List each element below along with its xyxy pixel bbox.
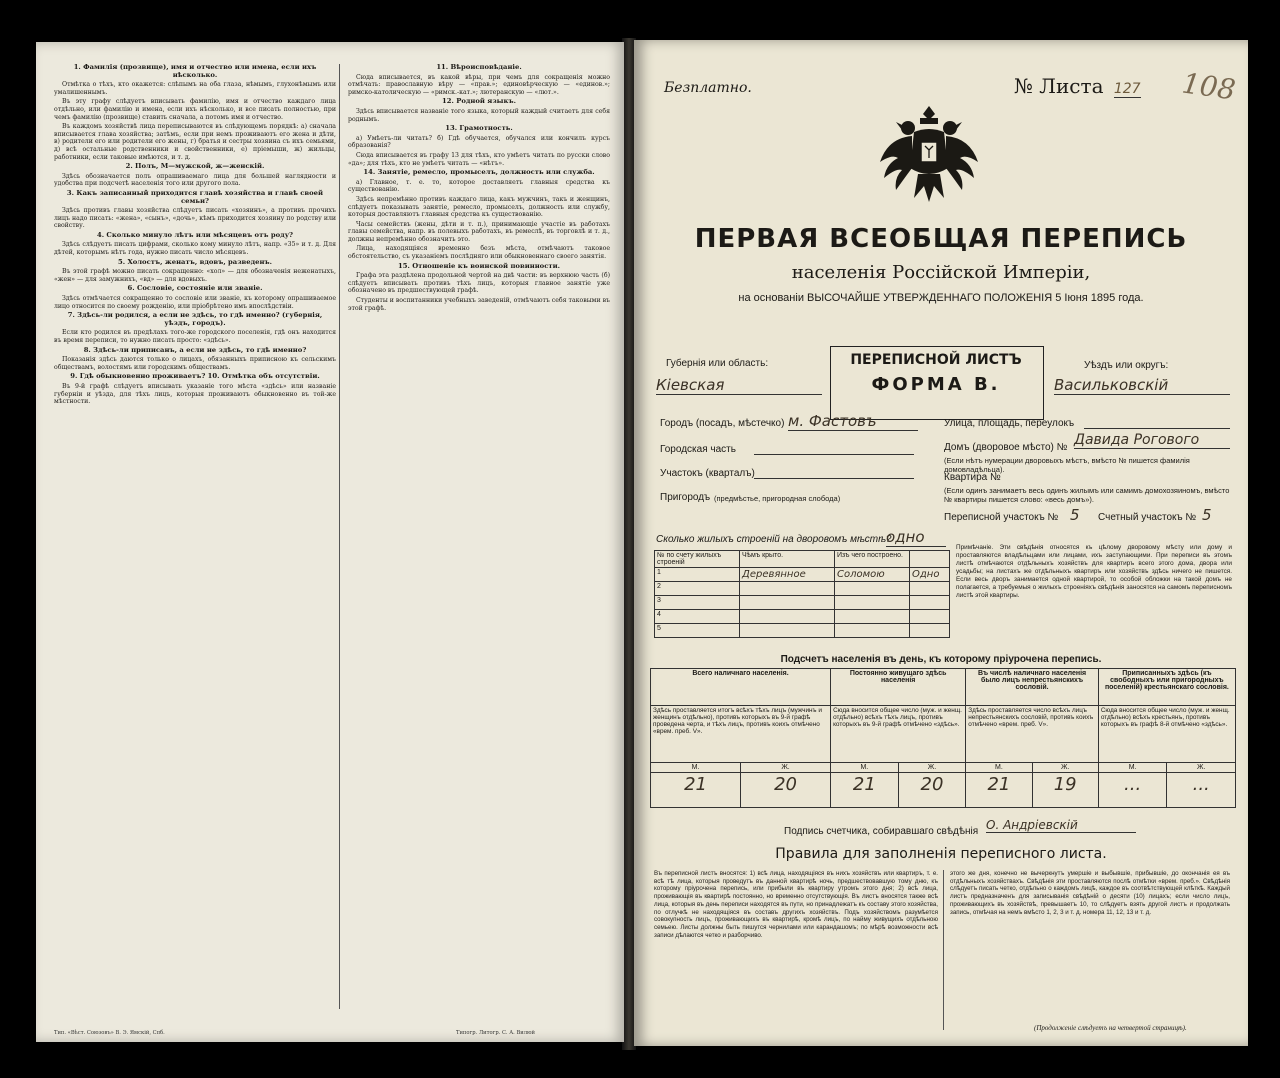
instruction-heading: 9. Гдѣ обыкновенно проживаетъ? 10. Отмѣтка объ отсутствіи.	[70, 372, 320, 381]
counting-district-value: 5	[1202, 506, 1212, 524]
population-count-sex-row	[651, 763, 1236, 773]
buildings-cell	[740, 610, 835, 624]
instruction-paragraph: Здѣсь обозначается полъ опрашиваемаго лица для большей наглядности и удобства при подсчетѣ населенія того или другого пола.	[54, 172, 336, 188]
count-desc-nonpeasant: Здѣсь проставляется число всѣхъ лицъ непрестьянскихъ сословій, противъ коихъ отмѣчено «врем. преб. V».	[966, 706, 1099, 763]
suburb-label: Пригородъ	[660, 492, 711, 503]
rules-title: Правила для заполненія переписного листа.	[775, 846, 1107, 862]
population-count-values-row	[651, 773, 1236, 808]
instruction-paragraph: Здѣсь слѣдуетъ писать цифрами, сколько кому минуло лѣтъ, напр. «35» и т. д. Для дѣтей, которымъ нѣтъ года, нужно писать число мѣсяцевъ.	[54, 241, 336, 257]
sex-cell: Ж.	[898, 763, 966, 773]
instruction-paragraph: Въ этой графѣ можно писать сокращенно: «хол» — для обозначенія неженатыхъ, «жен» — для замужнихъ, «вд» — для вдовыхъ.	[54, 268, 336, 283]
instruction-paragraph: Здѣсь противъ главы хозяйства слѣдуетъ писать «хозяинъ», а противъ прочихъ лицъ надо писать: «жена», «сынъ», «дочь», кѣмъ приходится хозяину по родству или свойству.	[54, 207, 336, 230]
instruction-paragraph: Отмѣтка о тѣхъ, кто окажется: слѣпымъ на оба глаза, нѣмымъ, глухонѣмымъ или умалишеннымъ.	[54, 81, 336, 96]
counting-district-label: Счетный участокъ №	[1098, 512, 1197, 523]
sex-cell: М.	[831, 763, 899, 773]
buildings-cell	[910, 596, 950, 610]
rules-column-1: Въ переписной листъ вносятся: 1) всѣ лица, находящіяся въ нихъ хозяйствъ или квартиръ, т. е. всѣ тѣ лица, которыя проведутъ въ данной квартирѣ ночь, предшествовавшую тому дню, къ которому пріурочена перепись, или прибыли въ квартиру утромъ этого дня; 2) всѣ лица, проживающія въ квартирѣ постоянно, но временно отсутствующія. Въ листъ вносятся также всѣ лица, которыя въ день переписи находятся въ пути, но принадлежатъ къ составу этого хозяйства, по отлучкѣ не находящіяся въ составъ другихъ хозяйствъ. Подъ хозяйствомъ разумѣется совокупность лицъ, проживающихъ въ квартирѣ, кромѣ лицъ, по найму живущихъ отдѣльною семьею. Листы должны быть пишутся чернилами или карандашомъ; по мѣрѣ возможности всѣ записи дѣлаются четко и разборчиво.	[654, 870, 938, 939]
suburb-note: (предмѣстье, пригородная слобода)	[714, 494, 841, 503]
instruction-paragraph: а) Умѣетъ-ли читать? б) Гдѣ обучается, обучался или кончилъ курсъ образованія?	[348, 134, 610, 150]
instruction-paragraph: Студенты и воспитанники учебныхъ заведеній, отмѣчаютъ себя таковыми въ этой графѣ.	[348, 297, 610, 312]
instruction-paragraph: Сюда вписывается, въ какой вѣры, при чемъ для сокращенія можно отмѣчать: православную вѣру — «прав.»; единовѣрческую — «единов.»; римско-католическую — «римск.-кат.»; лютеранскую — «лют.».	[348, 73, 610, 96]
instruction-paragraph: Если кто родился въ предѣлахъ того-же городского поселенія, гдѣ онъ находится въ время переписи, то нужно писать просто: «здѣсь».	[54, 329, 336, 344]
buildings-table-body	[655, 568, 950, 638]
legal-basis: на основаніи ВЫСОЧАЙШЕ УТВЕРЖДЕННАГО ПОЛОЖЕНІЯ 5 Іюня 1895 года.	[738, 292, 1144, 304]
buildings-cell: Соломою	[835, 568, 910, 582]
instruction-heading: 12. Родной языкъ.	[442, 97, 516, 106]
count-value-cell: 20	[898, 773, 966, 808]
buildings-row	[655, 596, 950, 610]
instruction-paragraph: Графа эта раздѣлена продольной чертой на двѣ части: въ верхнюю часть (б) слѣдуетъ вписывать противъ тѣхъ лицъ, которыя главное занятіе уже обозначено въ предшествующей графѣ.	[348, 272, 610, 295]
buildings-footnote: Примѣчаніе. Эти свѣдѣнія относятся къ цѣлому дворовому мѣсту или дому и проставляются владѣльцами или лицами, ихъ заступающими. При переписи въ этомъ листѣ отмѣчаются отдѣльныхъ хозяйствъ для квартиръ всего этого дома, двора или усадьбы; на листахъ же отдѣльныхъ квартиръ или хозяйствъ здѣсь ничего не пишется. Если весь дворъ занимается одной квартирой, то особой обложки на такой домъ не полагается, а требуемыя о жилыхъ строеніяхъ свѣдѣнія заносятся на самомъ переписномъ листѣ этой квартиры.	[956, 544, 1232, 599]
free-label: Безплатно.	[664, 80, 752, 96]
city-part-line	[754, 454, 914, 455]
apartment-note: (Если одинъ занимаетъ весь одинъ жилымъ или самимъ домохозяиномъ, вмѣсто № квартиры пишется слово: «весь домъ»).	[944, 486, 1230, 504]
buildings-cell	[835, 596, 910, 610]
sheet-number-value: 127	[1113, 81, 1141, 97]
instruction-paragraph: Въ каждомъ хозяйствѣ лица переписываются въ слѣдующемъ порядкѣ: а) сначала вписывается глава хозяйства; затѣмъ, если при немъ проживаютъ его жена и дѣти, в) родители его или родители его жены, г) братья и сестры хозяина съ ихъ семьями, д) всѣ остальные родственники и свойственники, е) пріемыши, ж) жильцы, работники, если таковые имѣются, и т. д.	[54, 123, 336, 161]
city-part-label: Городская часть	[660, 444, 736, 455]
buildings-cell: Деревянное	[740, 568, 835, 582]
sex-cell: Ж.	[741, 763, 831, 773]
population-count-descriptions	[651, 706, 1236, 763]
left-instructions-column-2	[348, 62, 610, 1010]
enumerator-signature-label: Подпись счетчика, собиравшаго свѣдѣнія	[784, 826, 979, 837]
population-count-table	[650, 668, 1236, 808]
census-form-page	[634, 40, 1248, 1046]
count-col-present: Всего наличнаго населенія.	[651, 669, 831, 706]
street-label: Улица, площадь, переулокъ	[944, 418, 1075, 429]
handwritten-corner-mark: 108	[1179, 66, 1238, 107]
buildings-question: Сколько жилыхъ строеній на дворовомъ мѣстѣ?	[656, 534, 892, 545]
count-value-cell: 21	[831, 773, 899, 808]
district-label: Уѣздъ или округъ:	[1084, 360, 1169, 371]
province-label: Губернія или область:	[666, 358, 769, 369]
buildings-answer: одно	[886, 528, 946, 547]
buildings-cell	[910, 582, 950, 596]
census-district-value: 5	[1070, 506, 1080, 524]
buildings-row	[655, 568, 950, 582]
buildings-cell	[835, 610, 910, 624]
buildings-cell: 1	[655, 568, 740, 582]
sheet-number	[1014, 74, 1141, 98]
count-value-cell: 21	[966, 773, 1032, 808]
count-value-cell: 21	[651, 773, 741, 808]
census-district-label: Переписной участокъ №	[944, 512, 1059, 523]
rules-divider	[943, 870, 944, 1030]
sex-cell: М.	[1098, 763, 1167, 773]
buildings-row	[655, 610, 950, 624]
buildings-table-header	[655, 551, 950, 568]
instruction-heading: 4. Сколько минуло лѣтъ или мѣсяцевъ отъ роду?	[96, 230, 294, 239]
form-title: ПЕРВАЯ ВСЕОБЩАЯ ПЕРЕПИСЬ	[694, 224, 1188, 254]
buildings-row	[655, 624, 950, 638]
printer-imprint-right: Типогр. Литогр. С. А. Вилюй	[456, 1030, 535, 1036]
count-value-cell: 19	[1032, 773, 1098, 808]
province-value: Кіевская	[656, 376, 822, 395]
form-type-title: ПЕРЕПИСНОЙ ЛИСТЪ	[850, 352, 1022, 368]
buildings-cell	[740, 624, 835, 638]
instruction-heading: 2. Полъ, М—мужской, ж—женскій.	[125, 162, 265, 171]
count-col-peasant: Приписанныхъ здѣсь (къ свободныхъ или пригородныхъ поселеній) крестьянскаго сословія.	[1098, 669, 1235, 706]
sex-cell: М.	[651, 763, 741, 773]
sex-cell: Ж.	[1167, 763, 1236, 773]
continuation-note: (Продолженіе слѣдуетъ на четвертой страницѣ).	[1034, 1024, 1187, 1032]
buildings-col-roof: Изъ чего построено.	[835, 551, 910, 568]
buildings-col-extra	[910, 551, 950, 568]
instruction-paragraph: Здѣсь непремѣнно противъ каждаго лица, какъ мужчинъ, такъ и женщинъ, слѣдуетъ показывать занятіе, ремесло, промыселъ, должность или службу, которыя доставляютъ главныя средства къ существованію.	[348, 195, 610, 219]
house-label: Домъ (дворовое мѣсто) №	[944, 442, 1068, 453]
district-value: Васильковскій	[1054, 376, 1230, 395]
city-value: м. Фастовъ	[788, 412, 918, 431]
printer-imprint-left: Тип. «Вѣст. Союзовъ» В. Э. Ямскій, Спб.	[54, 1030, 165, 1036]
buildings-cell: Одно	[910, 568, 950, 582]
buildings-cell	[835, 624, 910, 638]
double-headed-eagle-emblem-icon	[874, 98, 984, 208]
instruction-heading: 1. Фамилія (прозвище), имя и отчество или имена, если ихъ нѣсколько.	[73, 63, 317, 79]
instruction-paragraph: Здѣсь отмѣчается сокращенно то сословіе или званіе, къ которому опрашиваемое лицо относится по своему рожденію, или пріобрѣтено имъ впослѣдствіи.	[54, 295, 336, 310]
house-note: (Если нѣтъ нумерации дворовыхъ мѣстъ, вмѣсто № пишется фамилія домовладѣльца).	[944, 456, 1190, 474]
buildings-cell	[740, 582, 835, 596]
enumerator-signature-value: О. Андріевскій	[986, 818, 1136, 833]
left-page	[36, 42, 624, 1042]
sex-cell: Ж.	[1032, 763, 1098, 773]
count-value-cell: ...	[1098, 773, 1167, 808]
rules-column-2: этого же дня, конечно не вычеркнутъ умершіе и выбывшіе, прибывшіе, до окончанія ея въ отдѣльныхъ хозяйствахъ. Свѣдѣнія эти проставляются послѣ отмѣтки «врем. преб.». Свѣдѣнія слѣдуетъ писать четко, отдѣльно о каждомъ лицѣ, каждое въ соотвѣтствующей клѣткѣ. Каждый листъ предназначенъ для записыванія свѣдѣній о десяти (10) лицахъ; если число лицъ, проживающихъ въ хозяйствѣ, превышаетъ 10, то слѣдуетъ взять другой листъ и продолжать запись, отмѣчая на немъ вмѣсто 1, 2, 3 и т. д. номера 11, 12, 13 и т. д.	[950, 870, 1230, 916]
instruction-paragraph: Сюда вписывается въ графу 13 для тѣхъ, кто умѣетъ читать по русски слово «да»; для тѣхъ, кто не умѣетъ читать — «нѣтъ».	[348, 151, 610, 167]
instruction-heading: 15. Отношеніе къ воинской повинности.	[398, 261, 560, 270]
buildings-cell	[835, 582, 910, 596]
instruction-paragraph: Показанія здѣсь даются только о лицахъ, обязанныхъ приписною къ сельскимъ обществамъ, волостямъ или городскимъ обществамъ.	[54, 356, 336, 371]
left-instructions-column-1	[54, 62, 336, 1010]
sex-cell: М.	[966, 763, 1032, 773]
instruction-paragraph: Часы семействъ (жены, дѣти и т. п.), принимающіе участіе въ работахъ главы семейства, напр. въ полевыхъ работахъ, въ ремеслѣ, въ торговлѣ и т. д., должны непремѣнно обозначить это.	[348, 220, 610, 243]
buildings-col-number: № по счету жилыхъ строеній	[655, 551, 740, 568]
instruction-heading: 3. Какъ записанный приходится главѣ хозяйства и главѣ своей семьи?	[66, 188, 324, 205]
instruction-paragraph: Лица, находящіяся временно безъ мѣста, отмѣчаютъ таковое обстоятельство, съ указаніемъ послѣдняго или обыкновеннаго своего занятія.	[348, 245, 610, 261]
instruction-heading: 7. Здѣсь-ли родился, а если не здѣсь, то гдѣ именно? (губернія, уѣздъ, городъ).	[67, 311, 323, 327]
house-value: Давида Рогового	[1074, 432, 1230, 449]
block-line	[754, 478, 914, 479]
street-line	[1084, 428, 1230, 429]
count-col-nonpeasant: Въ числѣ наличнаго населенія было лицъ непрестьянскихъ сословій.	[966, 669, 1099, 706]
instruction-paragraph: Здѣсь вписывается названіе того языка, который каждый считаетъ для себя роднымъ.	[348, 107, 610, 123]
sheet-number-label: № Листа	[1014, 74, 1104, 98]
count-desc-present: Здѣсь проставляется итогъ всѣхъ тѣхъ лицъ (мужчинъ и женщинъ отдѣльно), противъ которыхъ въ 9-й графѣ проведена черта, и тѣхъ лицъ, противъ коихъ отмѣчено «врем. преб. V».	[651, 706, 831, 763]
instruction-heading: 13. Грамотность.	[445, 124, 513, 133]
city-label: Городъ (посадъ, мѣстечко)	[660, 418, 785, 429]
instruction-paragraph: а) Главное, т. е. то, которое доставляетъ главныя средства къ существованію.	[348, 178, 610, 194]
buildings-col-material: Чѣмъ крыто.	[740, 551, 835, 568]
buildings-cell: 5	[655, 624, 740, 638]
population-count-header	[651, 669, 1236, 706]
buildings-table	[654, 550, 950, 638]
buildings-cell	[740, 596, 835, 610]
count-desc-resident: Сюда вносится общее число (муж. и женщ. отдѣльно) всѣхъ тѣхъ лицъ, противъ которыхъ въ 9-й графѣ отмѣчено «здѣсь».	[831, 706, 966, 763]
instruction-paragraph: Въ 9-й графѣ слѣдуетъ вписывать указаніе того мѣста «здѣсь» или названіе губерніи и уѣзда, для тѣхъ лицъ, которыя проживаютъ обыкновенно въ той-же мѣстности.	[54, 382, 336, 406]
instruction-heading: 6. Сословіе, состояніе или званіе.	[127, 284, 263, 293]
instruction-paragraph: Въ эту графу слѣдуетъ вписывать фамилію, имя и отчество каждаго лица отдѣльно, или фамилію и имена, если ихъ нѣсколько, и все писать полностью, при чемъ фамилію (прозвище) ставить сначала, а потомъ имя и отчество.	[54, 98, 336, 121]
form-type-letter: ФОРМА В.	[871, 374, 1001, 395]
buildings-cell: 3	[655, 596, 740, 610]
instruction-heading: 11. Вѣроисповѣданіе.	[436, 63, 522, 71]
count-col-resident: Постоянно живущаго здѣсь населенія	[831, 669, 966, 706]
block-label: Участокъ (кварталъ)	[660, 468, 755, 479]
instruction-heading: 14. Занятіе, ремесло, промыселъ, должность или служба.	[363, 168, 595, 177]
buildings-row	[655, 582, 950, 596]
apartment-label: Квартира №	[944, 472, 1001, 483]
instruction-heading: 8. Здѣсь-ли приписанъ, а если не здѣсь, то гдѣ именно?	[83, 345, 307, 354]
buildings-cell	[910, 610, 950, 624]
instruction-heading: 5. Холостъ, женатъ, вдовъ, разведенъ.	[117, 257, 273, 266]
count-desc-peasant: Сюда вносится общее число (муж. и женщ. отдѣльно) всѣхъ крестьянъ, противъ которыхъ въ графѣ 8-й отмѣчено «здѣсь».	[1098, 706, 1235, 763]
buildings-cell	[910, 624, 950, 638]
buildings-cell: 2	[655, 582, 740, 596]
count-value-cell: 20	[741, 773, 831, 808]
count-value-cell: ...	[1167, 773, 1236, 808]
column-divider	[339, 64, 340, 1009]
buildings-cell: 4	[655, 610, 740, 624]
population-count-title: Подсчетъ населенія въ день, къ которому пріурочена перепись.	[780, 654, 1102, 665]
form-subtitle: населенія Россійской Имперіи,	[791, 262, 1091, 283]
